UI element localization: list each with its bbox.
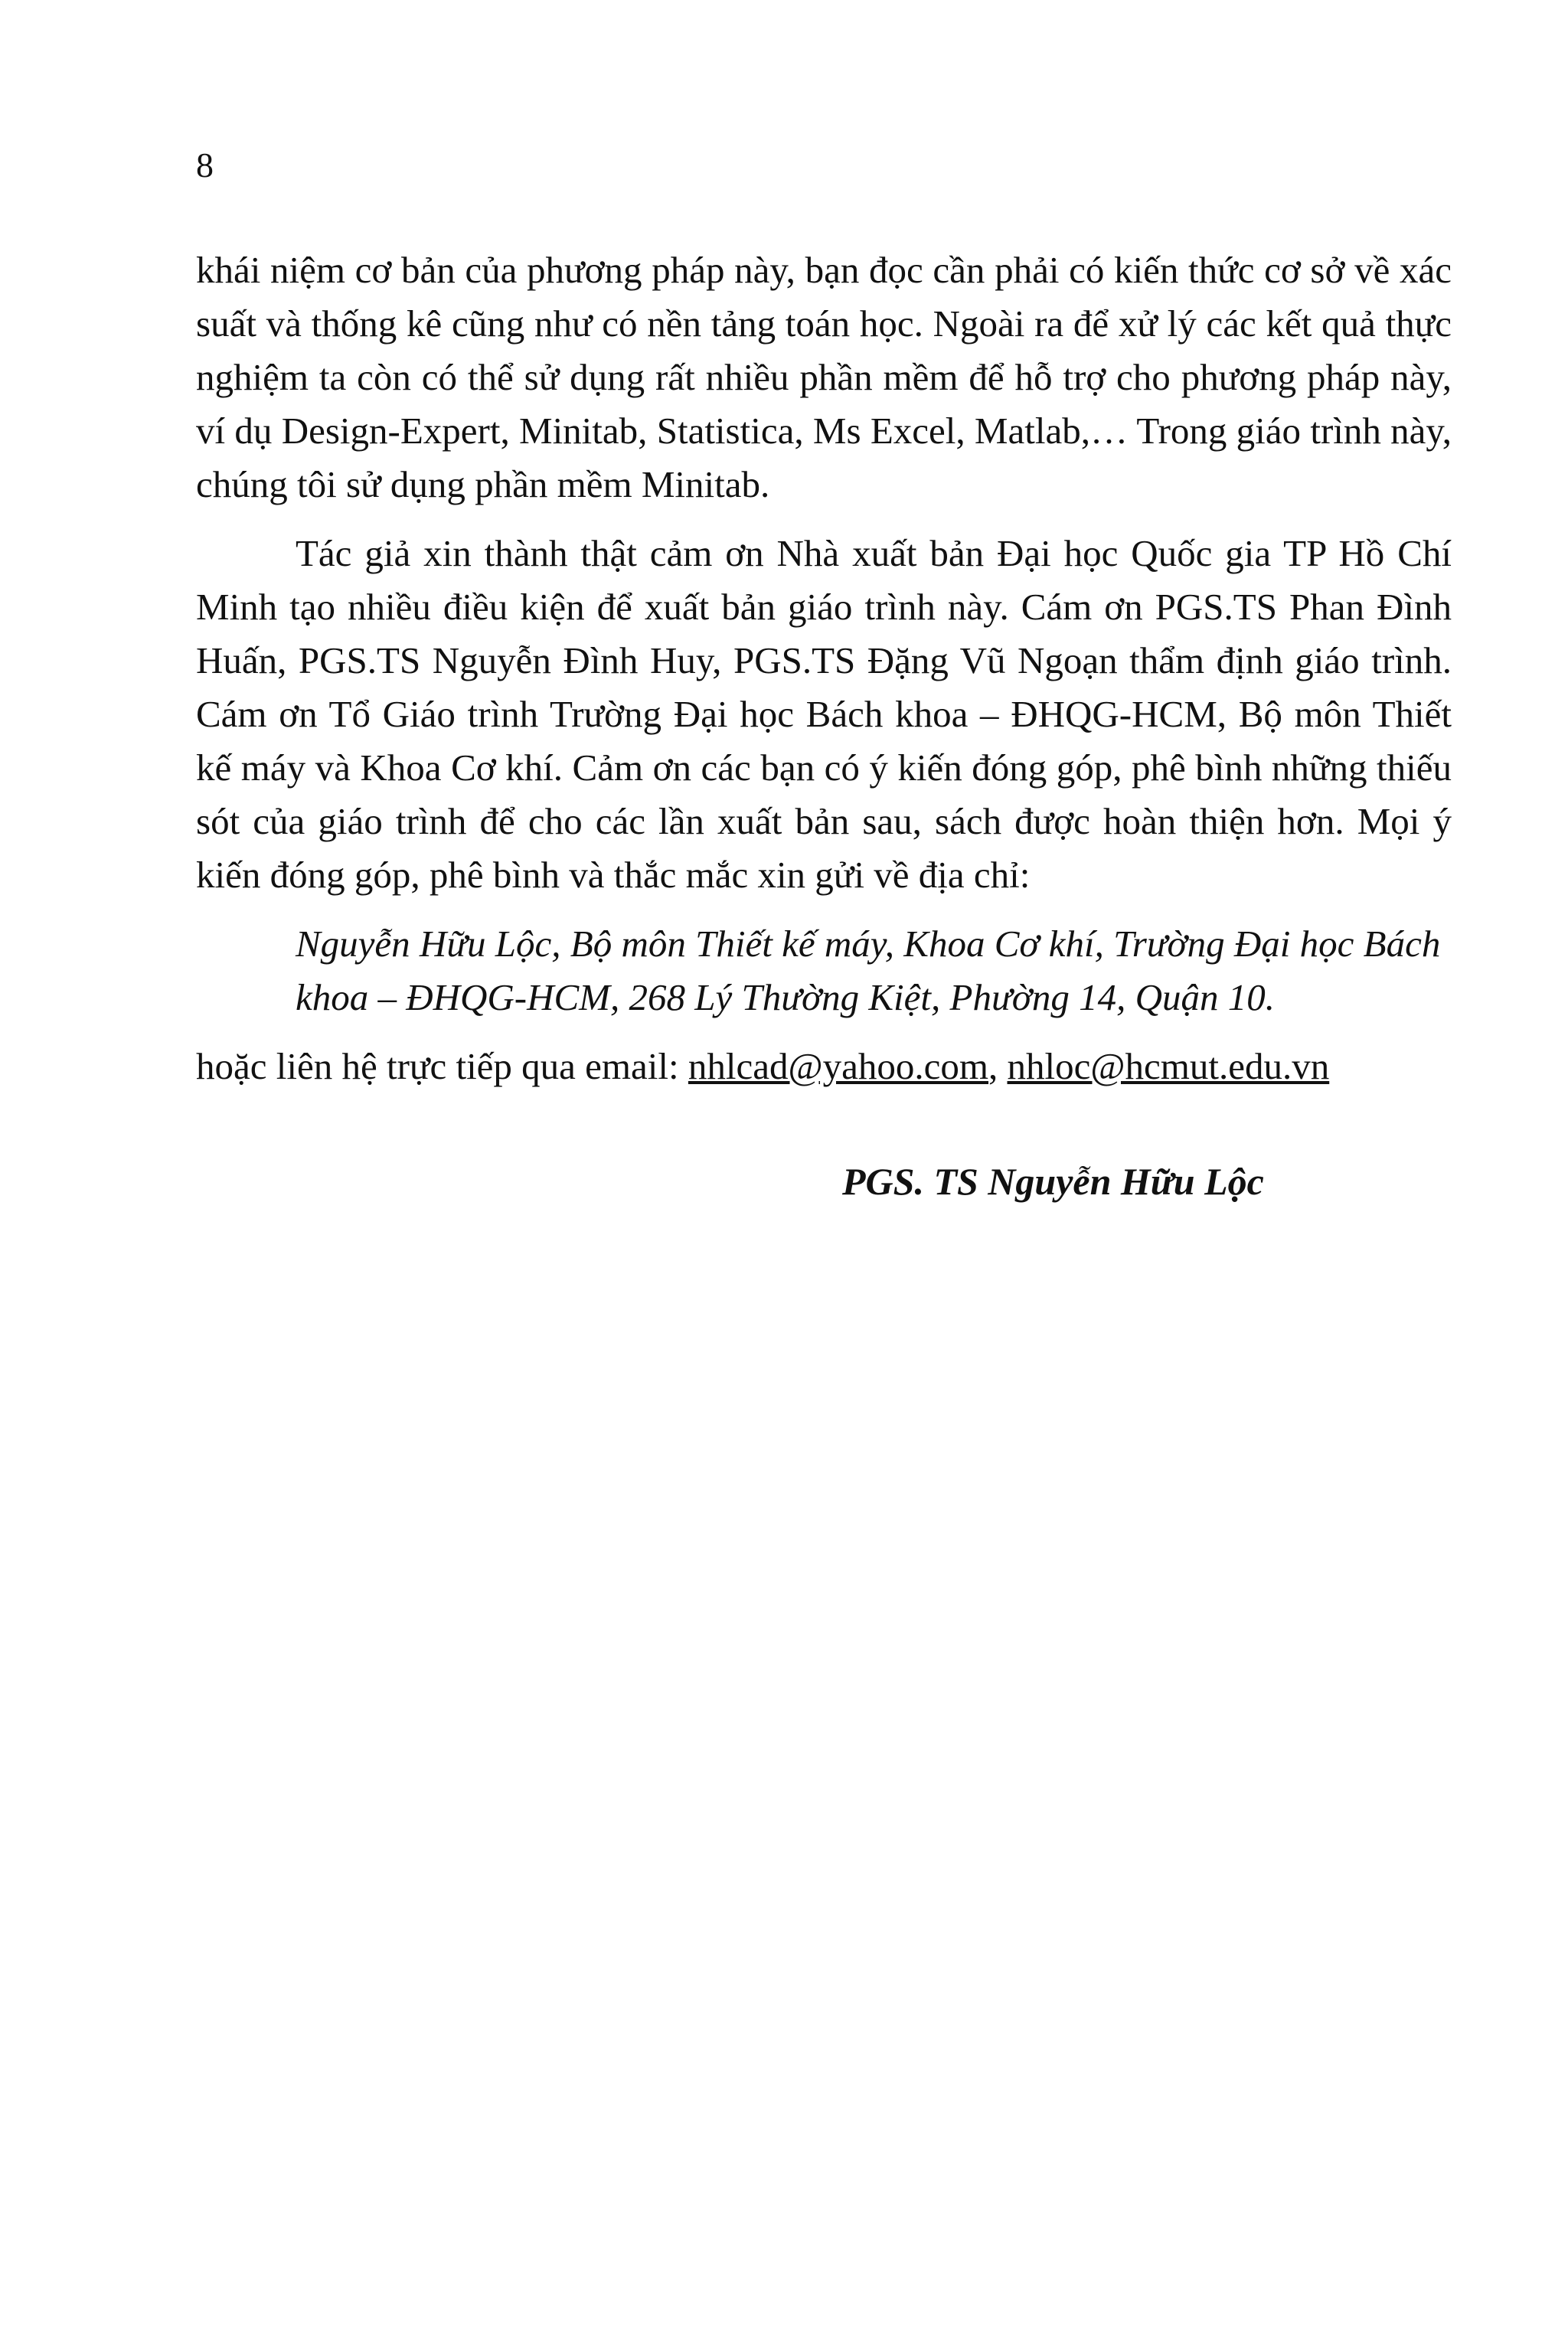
author-signature: PGS. TS Nguyễn Hữu Lộc	[842, 1160, 1264, 1203]
contact-prefix: hoặc liên hệ trực tiếp qua email:	[196, 1045, 688, 1087]
contact-line	[196, 1040, 1452, 1093]
email-link-yahoo[interactable]: nhlcad@yahoo.com	[688, 1045, 988, 1087]
email-separator: ,	[988, 1045, 1008, 1087]
email-link-hcmut[interactable]: nhloc@hcmut.edu.vn	[1007, 1045, 1330, 1087]
author-address: Nguyễn Hữu Lộc, Bộ môn Thiết kế máy, Khoa Cơ khí, Trường Đại học Bách khoa – ĐHQG-HCM, 268 Lý Thường Kiệt, Phường 14, Quận 10.	[296, 923, 1441, 1018]
paragraph-methods: khái niệm cơ bản của phương pháp này, bạn đọc cần phải có kiến thức cơ sở về xác suất và thống kê cũng như có nền tảng toán học. Ngoài ra để xử lý các kết quả thực nghiệm ta còn có thể sử dụng rất nhiều phần mềm để hỗ trợ cho phương pháp này, ví dụ Design-Expert, Minitab, Statistica, Ms Excel, Matlab,… Trong giáo trình này, chúng tôi sử dụng phần mềm Minitab.	[196, 249, 1452, 505]
page-number: 8	[196, 145, 214, 185]
paragraph-acknowledgements: Tác giả xin thành thật cảm ơn Nhà xuất bản Đại học Quốc gia TP Hồ Chí Minh tạo nhiều điều kiện để xuất bản giáo trình này. Cám ơn PGS.TS Phan Đình Huấn, PGS.TS Nguyễn Đình Huy, PGS.TS Đặng Vũ Ngoạn thẩm định giáo trình. Cám ơn Tổ Giáo trình Trường Đại học Bách khoa – ĐHQG-HCM, Bộ môn Thiết kế máy và Khoa Cơ khí. Cảm ơn các bạn có ý kiến đóng góp, phê bình những thiếu sót của giáo trình để cho các lần xuất bản sau, sách được hoàn thiện hơn. Mọi ý kiến đóng góp, phê bình và thắc mắc xin gửi về địa chỉ:	[196, 532, 1452, 896]
document-body	[196, 243, 1452, 1093]
